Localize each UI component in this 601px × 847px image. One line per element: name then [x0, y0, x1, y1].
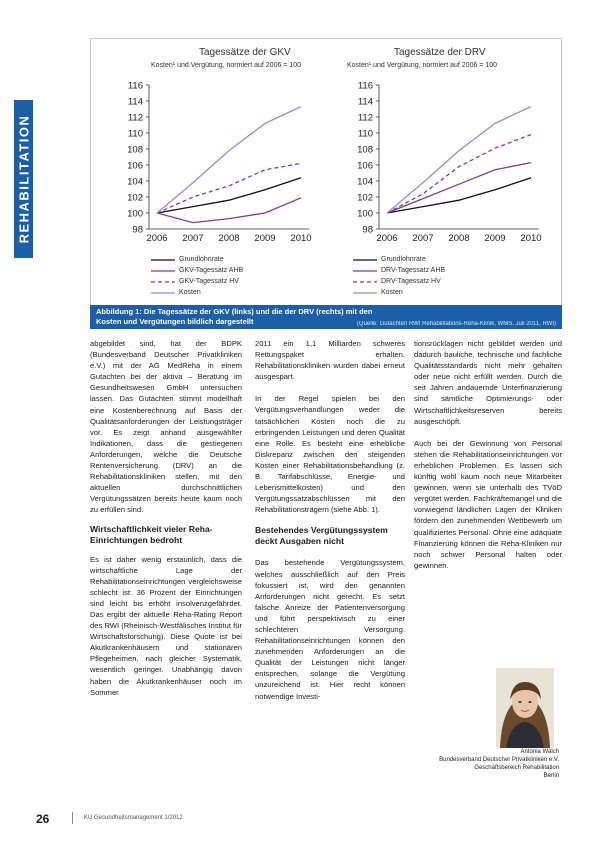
column-2: [255, 338, 405, 702]
author-department: Geschäftsbereich Rehabilitation: [474, 765, 559, 771]
y-tick-label: 106: [127, 160, 143, 172]
legend-label: Kosten: [179, 289, 201, 296]
legend-item: [353, 287, 445, 298]
series-line-gkv-tagessatz-hv: [157, 163, 301, 213]
chart-subtitle-drv: Kosten¹ und Vergütung, normiert auf 2006 = 100: [347, 62, 498, 69]
paragraph: abgebildet sind, hat der BDPK (Bundesverband Deutscher Privatkliniken e.V.) mit der AG MedReha in einem Gutachten bei der aktiva – Beratung im Gesundheitswesen GmbH untersuchen lassen. Das Gutachten stimmt modellhaft eine Kostenberechnung auf Basis der Qualitätsanforderungen der Leistungsträger vor. Es zeigt anhand ausgewählter Indikationen, dass die gestiegenen Anforderungen, welche die Deutsche Rentenversicherung (DRV) an die Rehabilitationskliniken stellen, mit den aktuellen durchschnittlichen Vergütungssätzen bereits heute kaum noch zu erfüllen sind.: [90, 339, 242, 515]
y-tick-label: 116: [357, 80, 373, 92]
page-number: 26: [36, 812, 50, 826]
legend-label: Kosten: [381, 289, 403, 296]
y-tick-label: 102: [357, 192, 373, 204]
y-tick-label: 110: [127, 128, 143, 140]
y-tick-label: 112: [127, 112, 143, 124]
legend-item: [353, 254, 445, 265]
paragraph: Auch bei der Gewinnung von Personal stehen die Rehabilitationseinrichtungen vor erheblichen Problemen. Es lassen sich künftig wohl kaum noch neue Mitarbeiter gewinnen, wenn sie unterhalb des TVöD vergütet werden. Fachkräftemangel und die vorwiegend ländlichen Lagen der Kliniken fördern den zunehmenden Wettbewerb um qualifiziertes Personal. Ohne eine adäquate Finanzierung können die Reha-Kliniken nur noch schwer Personal halten oder gewinnen.: [414, 438, 562, 570]
figure-source: (Quelle: Gutachten RWI Rehabilitations-Reha-Klinik, WMS, Juli 2011, RWI): [356, 321, 556, 327]
x-tick-label: 2007: [182, 233, 204, 244]
x-tick-label: 2007: [412, 233, 434, 244]
publication-name: KU Gesundheitsmanagement 1/2012: [84, 815, 183, 821]
legend-label: DRV-Tagessatz HV: [381, 278, 441, 285]
chart-title-gkv: Tagessätze der GKV: [199, 47, 291, 58]
y-tick-label: 114: [127, 96, 143, 108]
chart-gkv: [91, 39, 321, 251]
legend-item: [151, 287, 243, 298]
column-1: [90, 338, 242, 698]
y-tick-label: 100: [357, 208, 373, 220]
author-caption: [439, 748, 559, 780]
legend-item: [151, 254, 243, 265]
paragraph: Es ist daher wenig erstaunlich, dass die wirtschaftliche Lage der Rehabilitationseinrichtungen vergleichsweise schlecht ist: 36 Prozent der Einrichtungen sind leicht bis erhöht insolvenzgefährdet. Das ergibt der aktuelle Reha-Rating Report des RWI (Rheinisch-Westfälisches Institut für Wirtschaftsforschung). Diese Quote ist bei Akutkrankenhäusern und stationären Pflegeheimen, nach gleicher Systematik, wesentlich geringer. Unabhängig davon haben die Akutkrankenhäuser noch im Sommer: [90, 554, 242, 697]
author-portrait-photo: [496, 668, 554, 748]
legend-drv: [353, 254, 445, 298]
subheading: Wirtschaftlichkeit vieler Reha-Einrichtungen bedroht: [90, 523, 213, 545]
chart-subtitle-gkv: Kosten¹ und Vergütung, normiert auf 2006 = 100: [151, 62, 302, 69]
y-tick-label: 104: [127, 176, 143, 188]
paragraph: tionsrücklagen nicht gebildet werden und dadurch bauliche, technische und fachliche Qualitätsstandards nicht mehr gehalten oder neue nicht erfüllt werden. Durch die seit Jahren andauernde Unterfinanzierung sind sämtliche Optimierungs- oder Wirtschaftlichkeitsreserven bereits ausgeschöpft.: [414, 339, 562, 426]
y-tick-label: 108: [357, 144, 373, 156]
y-tick-label: 104: [357, 176, 373, 188]
y-tick-label: 116: [127, 80, 143, 92]
y-tick-label: 112: [357, 112, 373, 124]
y-tick-label: 106: [357, 160, 373, 172]
legend-item: [151, 276, 243, 287]
y-tick-label: 110: [357, 128, 373, 140]
x-tick-label: 2009: [484, 233, 506, 244]
x-tick-label: 2009: [254, 233, 276, 244]
legend-item: [353, 276, 445, 287]
legend-label: Grundlohnrate: [179, 256, 224, 263]
y-tick-label: 98: [362, 224, 373, 236]
x-tick-label: 2010: [290, 233, 312, 244]
series-line-drv-tagessatz-ahb: [387, 163, 531, 213]
legend-label: Grundlohnrate: [381, 256, 426, 263]
legend-swatch: [353, 290, 377, 296]
legend-swatch: [151, 290, 175, 296]
x-tick-label: 2008: [218, 233, 240, 244]
subheading: Bestehendes Vergütungssystem deckt Ausgaben nicht: [255, 525, 388, 547]
legend-swatch: [151, 279, 175, 285]
legend-label: GKV-Tagessatz AHB: [179, 267, 244, 274]
section-label: REHABILITATION: [16, 114, 31, 244]
column-3: [414, 338, 562, 571]
x-tick-label: 2010: [520, 233, 542, 244]
figure-caption-bar: [90, 305, 562, 329]
series-line-kosten: [157, 107, 301, 213]
y-tick-label: 98: [132, 224, 143, 236]
series-line-gkv-tagessatz-ahb: [157, 198, 301, 223]
footer-divider: [72, 812, 73, 824]
y-tick-label: 108: [127, 144, 143, 156]
figure-caption: Abbildung 1: Die Tagessätze der GKV (links) und die der DRV (rechts) mit den Kosten und Vergütungen bildlich dargestellt: [96, 307, 373, 326]
author-organisation: Bundesverband Deutscher Privatkliniken e.V.: [439, 757, 559, 763]
legend-swatch: [353, 279, 377, 285]
legend-swatch: [353, 257, 377, 263]
author-city: Berlin: [543, 773, 559, 779]
y-tick-label: 100: [127, 208, 143, 220]
legend-gkv: [151, 254, 243, 298]
legend-label: DRV-Tagessatz AHB: [381, 267, 446, 274]
series-line-drv-tagessatz-hv: [387, 135, 531, 213]
author-name: Antonia Walch: [520, 749, 559, 755]
legend-label: GKV-Tagessatz HV: [179, 278, 239, 285]
legend-swatch: [151, 268, 175, 274]
section-sidebar: [14, 100, 33, 258]
legend-item: [151, 265, 243, 276]
series-line-kosten: [387, 107, 531, 213]
figure-box: [90, 38, 562, 307]
x-tick-label: 2006: [146, 233, 168, 244]
paragraph: 2011 ein 1,1 Milliarden schweres Rettungspaket erhalten. Rehabilitationskliniken wurden dabei erneut ausgespart.: [255, 339, 405, 382]
paragraph: In der Regel spielen bei den Vergütungsverhandlungen weder die tatsächlichen Kosten noch die zu erbringenden Leistungen und deren Qualität eine Rolle. Es besteht eine erhebliche Diskrepanz zwischen den steigenden Kosten einer Rehabilitationsbehandlung (z. B. Tarifabschlüsse, Energie- und Lebensmittelkosten) und den Vergütungssatzabschlüssen mit den Rehabilitationsträgern (siehe Abb. 1).: [255, 394, 405, 515]
chart-drv: [321, 39, 551, 251]
chart-title-drv: Tagessätze der DRV: [394, 47, 486, 58]
legend-item: [353, 265, 445, 276]
legend-swatch: [353, 268, 377, 274]
y-tick-label: 114: [357, 96, 373, 108]
paragraph: Das bestehende Vergütungssystem, welches ausschließlich auf den Preis fokussiert ist, wird den genannten Anforderungen nicht gerecht. Es setzt falsche Anreize der Patientenversorgung und führt perspektivisch zu einer schlechteren Versorgung. Rehabilitationseinrichtungen können den zunehmenden Anforderungen an die Qualität der Leistungen nicht länger entsprechen, solange die Vergütung unzureichend ist. Hier recht können notwendige Investi-: [255, 558, 405, 701]
legend-swatch: [151, 257, 175, 263]
x-tick-label: 2008: [448, 233, 470, 244]
x-tick-label: 2006: [376, 233, 398, 244]
y-tick-label: 102: [127, 192, 143, 204]
